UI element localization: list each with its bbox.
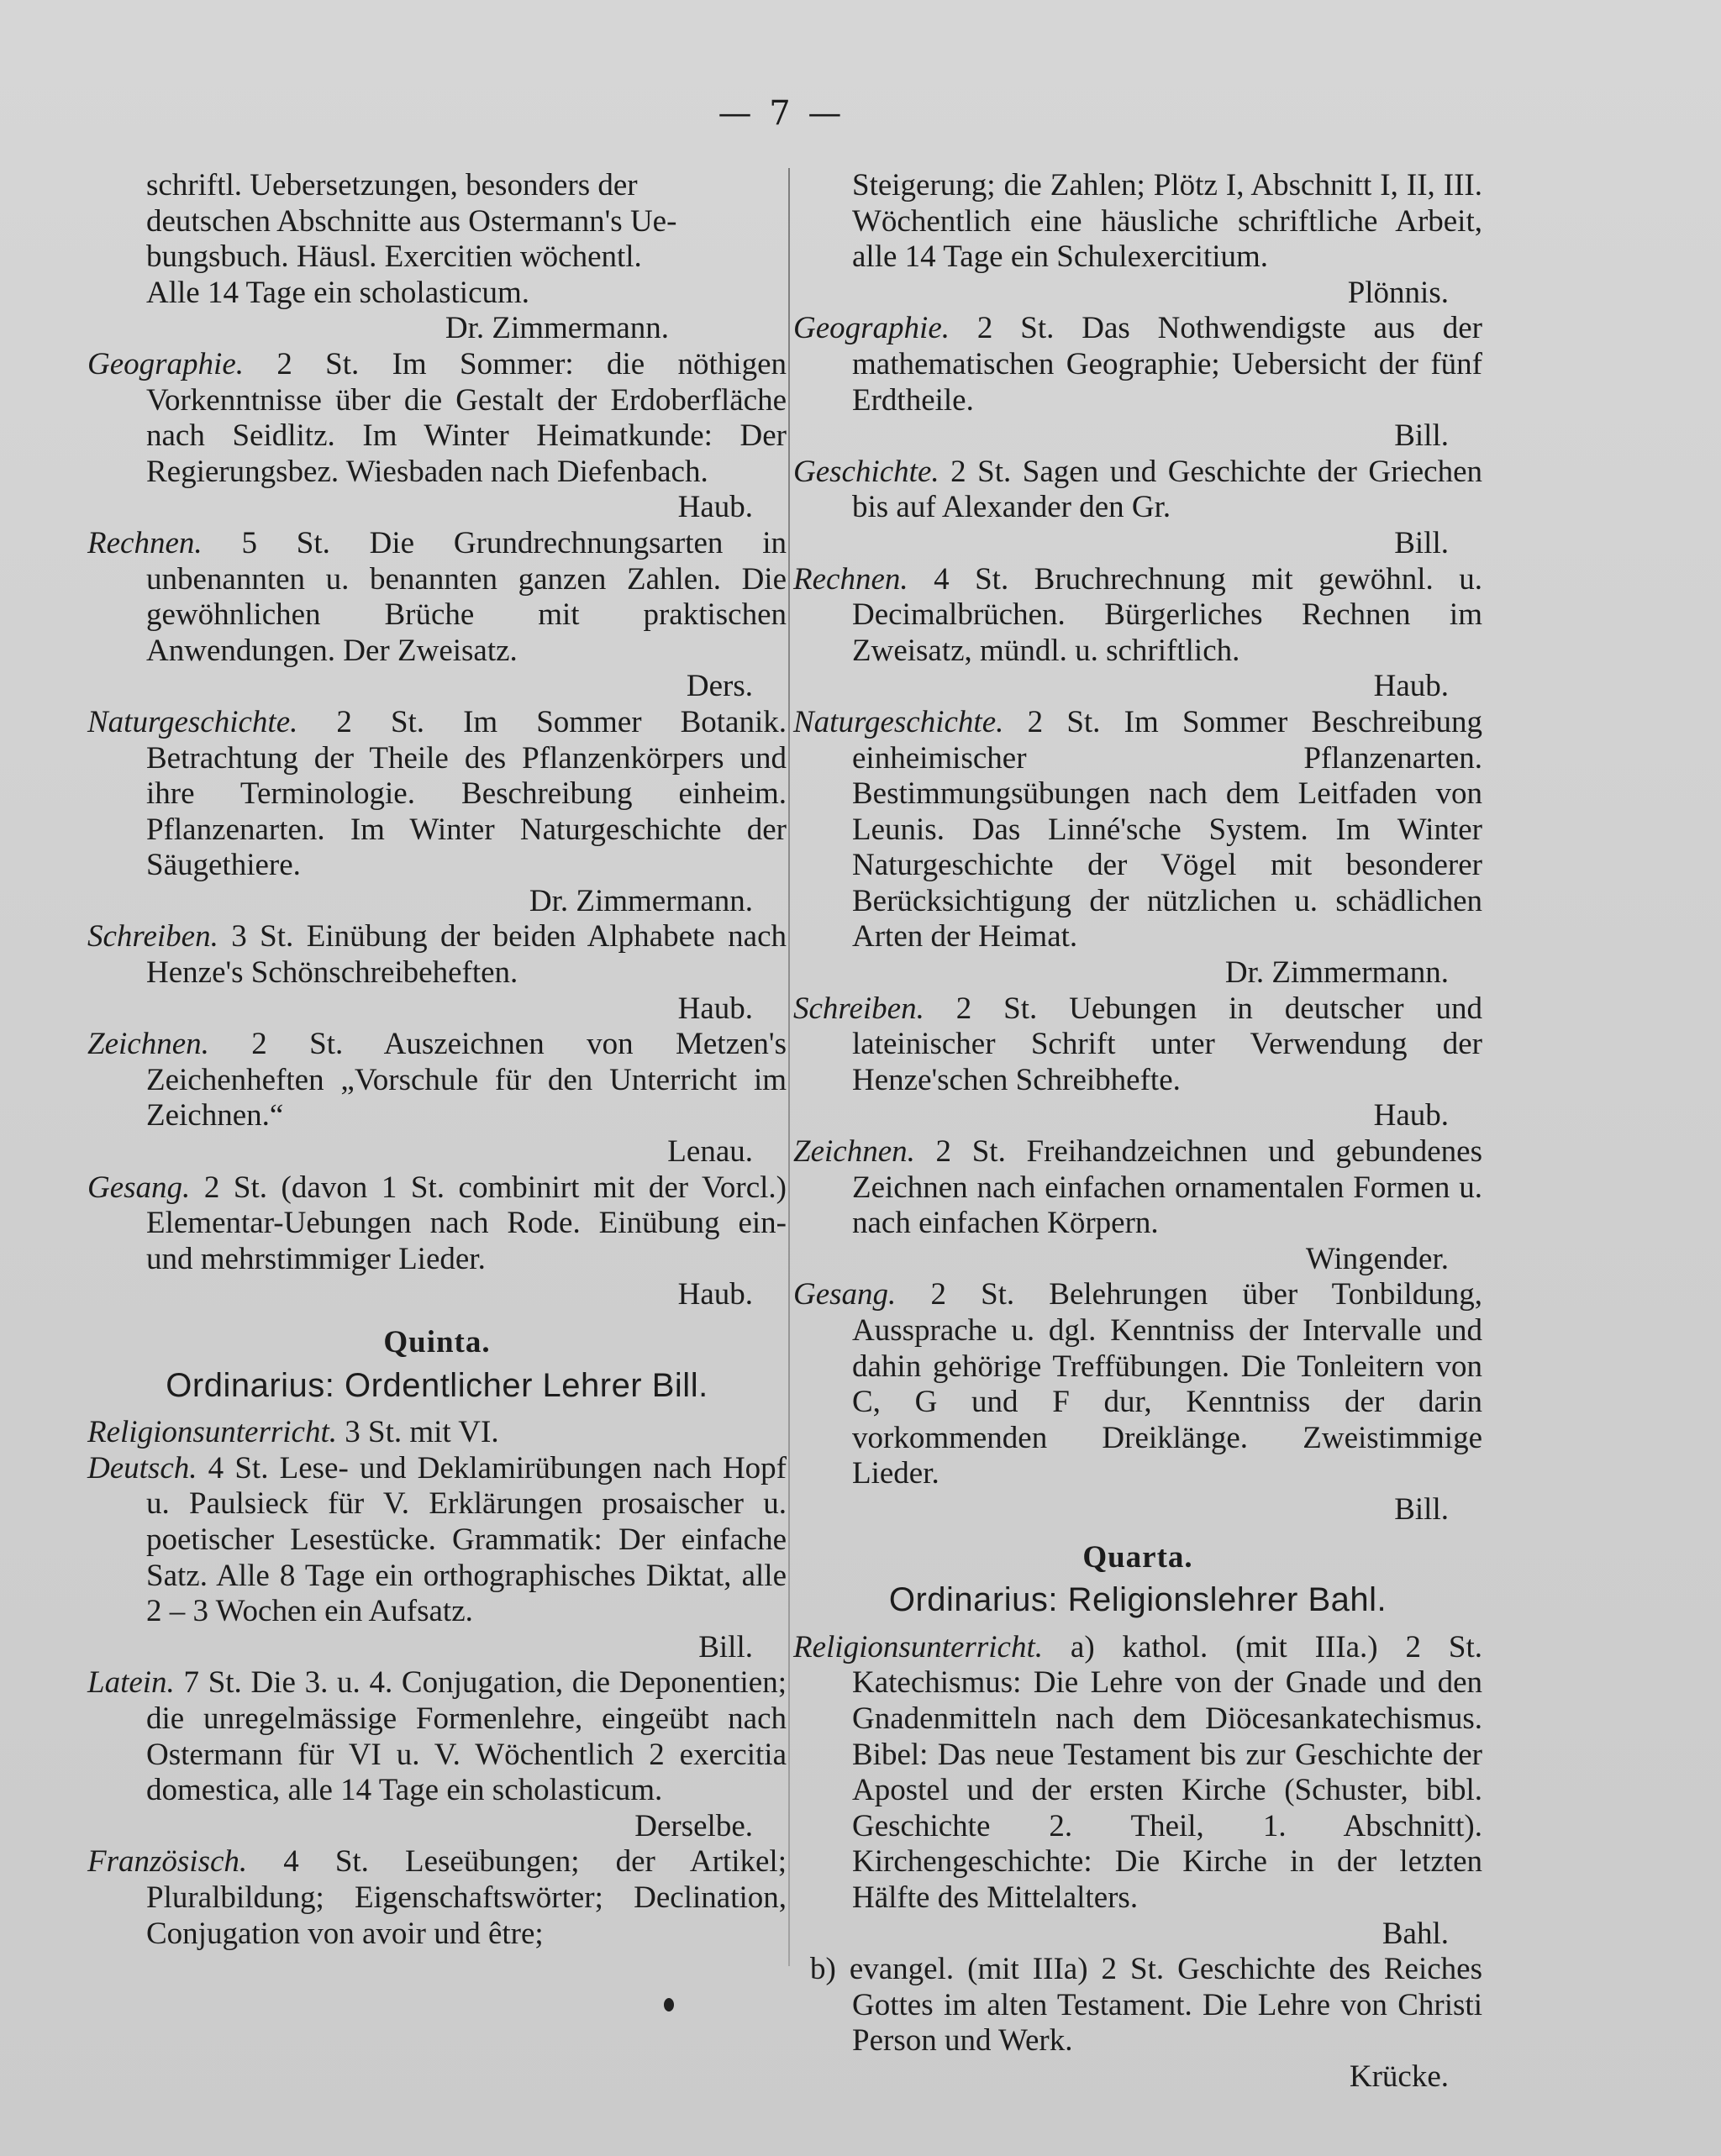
left-entry-gesang (87, 1170, 787, 1278)
teacher: Derselbe. (634, 1808, 753, 1843)
entry-text: 7 St. Die 3. u. 4. Conjugation, die Deponentien; die unregelmässige Formenlehre, eingeübt nach Ostermann für VI u. V. Wöchentlich 2 exercitia domestica, alle 14 Tage ein scholasticum. (146, 1665, 787, 1808)
subject: Gesang. (793, 1277, 897, 1312)
right-column (793, 168, 1482, 2095)
left-intro-line: Alle 14 Tage ein scholasticum. (146, 275, 530, 310)
subject: Geographie. (87, 346, 244, 381)
subject: Religionsunterricht. (793, 1629, 1043, 1664)
entry-text: 2 St. (davon 1 St. combinirt mit der Vorcl.) Elementar-Uebungen nach Rode. Einübung ein- und mehrstimmiger Lieder. (146, 1170, 787, 1276)
left-intro-line: bungsbuch. Häusl. Exercitien wöchentl. (146, 239, 642, 275)
teacher: Dr. Zimmermann. (1224, 955, 1449, 991)
subject: Rechnen. (87, 525, 203, 560)
entry-text: 2 St. Belehrungen über Tonbildung, Aussprache u. dgl. Kenntniss der Intervalle und dahin gehörige Treffübungen. Die Tonleitern von C, G und F dur, Kenntniss der darin vorkommenden Dreiklänge. Zweistimmige Lieder. (852, 1277, 1483, 1491)
ink-speck (664, 1998, 674, 2011)
teacher: Bill. (1394, 1491, 1449, 1527)
entry-text: 2 St. Auszeichnen von Metzen's Zeichenheften „Vorschule für den Unterricht im Zeichnen.“ (146, 1027, 787, 1133)
right-entry-religion-b: b) evangel. (mit IIIa) 2 St. Geschichte des Reiches Gottes im alten Testament. Die Lehre von Christi Person und Werk. (810, 1952, 1482, 2059)
subject: Französisch. (87, 1844, 248, 1880)
right-entry-geographie (793, 311, 1482, 418)
right-entry-gesang (793, 1277, 1482, 1492)
teacher: Wingender. (1305, 1241, 1449, 1276)
entry-text: 4 St. Bruchrechnung mit gewöhnl. u. Decimalbrüchen. Bürgerliches Rechnen im Zweisatz, mündl. u. schriftlich. (852, 561, 1482, 668)
teacher: Haub. (677, 490, 753, 525)
column-divider (788, 168, 790, 1966)
subject: Religionsunterricht. (87, 1415, 337, 1450)
teacher: Bill. (1394, 418, 1449, 454)
left-entry-latein (87, 1665, 787, 1808)
subject: Deutsch. (87, 1450, 197, 1486)
entry-text: 4 St. Leseübungen; der Artikel; Pluralbildung; Eigenschaftswörter; Declination, Conjugation von avoir und être; (146, 1844, 787, 1951)
right-entry-zeichnen (793, 1134, 1482, 1242)
subject: Geographie. (793, 311, 950, 346)
class-heading-quinta: Quinta. (383, 1325, 491, 1359)
subject: Zeichnen. (87, 1027, 209, 1062)
teacher: Lenau. (667, 1134, 753, 1170)
teacher: Bill. (1394, 525, 1449, 560)
teacher: Haub. (1373, 1098, 1449, 1133)
entry-text: 2 St. Uebungen in deutscher und lateinischer Schrift unter Verwendung der Henze'schen Schreibhefte. (852, 991, 1482, 1097)
entry-text: 5 St. Die Grundrechnungsarten in unbenannten u. benannten ganzen Zahlen. Die gewöhnlichen Brüche mit praktischen Anwendungen. Der Zweisatz. (146, 525, 787, 668)
subject: Zeichnen. (793, 1134, 915, 1170)
right-entry-religion-a (793, 1630, 1482, 1917)
entry-text: 2 St. Sagen und Geschichte der Griechen bis auf Alexander den Gr. (852, 454, 1483, 525)
teacher: Dr. Zimmermann. (529, 883, 753, 918)
subject: Latein. (87, 1665, 175, 1701)
left-intro-line: deutschen Abschnitte aus Ostermann's Ue- (146, 203, 677, 239)
right-entry-naturgeschichte (793, 705, 1482, 955)
left-entry-zeichnen (87, 1027, 787, 1134)
subject: Naturgeschichte. (793, 704, 1004, 739)
entry-text: 4 St. Lese- und Deklamirübungen nach Hopf u. Paulsieck für V. Erklärungen prosaischer u. poetischer Lesestücke. Grammatik: Der einfache Satz. Alle 8 Tage ein orthographisches Diktat, alle 2 – 3 Wochen ein Aufsatz. (146, 1450, 787, 1629)
left-entry-schreiben (87, 919, 787, 991)
subject: Rechnen. (793, 561, 908, 597)
teacher: Krücke. (1349, 2059, 1449, 2094)
left-intro-line: schriftl. Uebersetzungen, besonders der (146, 168, 638, 202)
teacher: Bahl. (1382, 1916, 1449, 1951)
left-entry-naturgeschichte (87, 705, 787, 884)
right-entry-schreiben (793, 991, 1482, 1099)
ordinarius-quinta: Ordinarius: Ordentlicher Lehrer Bill. (166, 1366, 708, 1404)
right-entry-geschichte (793, 455, 1482, 526)
subject: Geschichte. (793, 454, 939, 489)
entry-text: a) kathol. (mit IIIa.) 2 St. Katechismus: Die Lehre von der Gnade und den Gnadenmitteln nach dem Diöcesankatechismus. Bibel: Das neue Testament bis zur Geschichte der Apostel und der ersten Kirche (Schuster, bibl. Geschichte 2. Theil, 1. Abschnitt). Kirchengeschichte: Die Kirche in der letzten Hälfte des Mittelalters. (852, 1629, 1483, 1915)
subject: Schreiben. (793, 991, 924, 1026)
right-intro: Steigerung; die Zahlen; Plötz I, Abschnitt I, II, III. Wöchentlich eine häusliche schriftliche Arbeit, alle 14 Tage ein Schulexercitium. (852, 168, 1482, 275)
right-entry-rechnen (793, 562, 1482, 670)
entry-text: 3 St. Einübung der beiden Alphabete nach Henze's Schönschreibeheften. (146, 919, 787, 991)
page-number: — 7 — (718, 94, 845, 133)
teacher: Haub. (677, 991, 753, 1026)
subject: Gesang. (87, 1170, 191, 1205)
entry-text: 2 St. Freihandzeichnen und gebundenes Zeichnen nach einfachen ornamentalen Formen u. nach einfachen Körpern. (852, 1134, 1482, 1241)
left-intro-signature: Dr. Zimmermann. (445, 311, 669, 346)
subject: Schreiben. (87, 919, 218, 954)
teacher: Haub. (1373, 669, 1449, 704)
entry-text: 3 St. mit VI. (345, 1415, 499, 1450)
entry-text: 2 St. Im Sommer Botanik. Betrachtung der Theile des Pflanzenkörpers und ihre Terminologie. Beschreibung einheim. Pflanzenarten. Im Winter Naturgeschichte der Säugethiere. (146, 704, 787, 883)
right-intro-signature: Plönnis. (1347, 275, 1449, 310)
entry-text: 2 St. Das Nothwendigste aus der mathematischen Geographie; Uebersicht der fünf Erdtheile. (852, 311, 1482, 418)
ordinarius-quarta: Ordinarius: Religionslehrer Bahl. (888, 1581, 1387, 1619)
entry-text: 2 St. Im Sommer Beschreibung einheimischer Pflanzenarten. Bestimmungsübungen nach dem Leitfaden von Leunis. Das Linné'sche System. Im Winter Naturgeschichte der Vögel mit besonderer Berücksichtigung der nützlichen u. schädlichen Arten der Heimat. (852, 704, 1482, 954)
left-column (87, 168, 787, 1952)
teacher: Bill. (698, 1629, 753, 1664)
left-entry-rechnen (87, 526, 787, 669)
left-entry-deutsch (87, 1451, 787, 1630)
left-entry-religion (87, 1415, 787, 1451)
entry-text: 2 St. Im Sommer: die nöthigen Vorkenntnisse über die Gestalt der Erdoberfläche nach Seidlitz. Im Winter Heimatkunde: Der Regierungsbez. Wiesbaden nach Diefenbach. (146, 346, 787, 489)
teacher: Ders. (686, 669, 753, 704)
left-entry-franzoesisch (87, 1844, 787, 1952)
class-heading-quarta: Quarta. (1082, 1539, 1193, 1575)
teacher: Haub. (677, 1277, 753, 1312)
left-entry-geographie (87, 347, 787, 490)
left-intro (87, 168, 787, 311)
subject: Naturgeschichte. (87, 704, 298, 739)
